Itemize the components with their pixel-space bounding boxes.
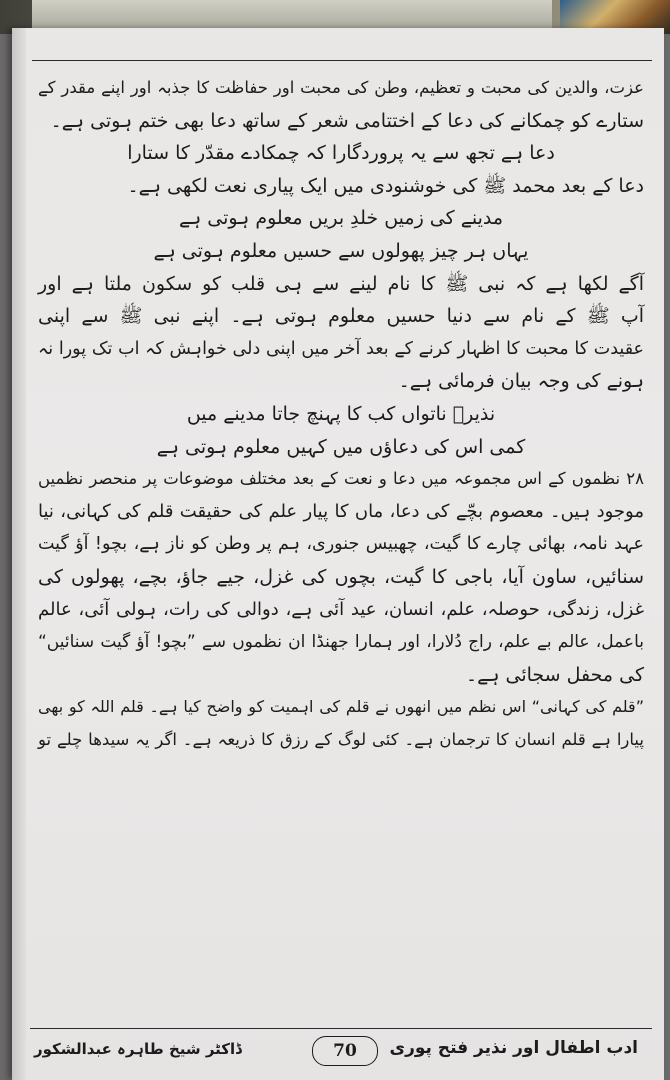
text-line: دعا کے بعد محمد ﷺ کی خوشنودی میں ایک پیاری نعت لکھی ہے۔ xyxy=(127,174,644,197)
text-line: ۲۸ نظموں کے اس مجموعہ میں دعا و نعت کے بعد مختلف موضوعات پر منحصر نظمیں xyxy=(38,469,644,489)
text-line: پیارا ہے قلم انسان کا ترجمان ہے۔ کئی لوگ کے رزق کا ذریعہ ہے۔ اگر یہ سیدھا چلے تو xyxy=(38,729,644,749)
footer-book-title: ادب اطفال اور نذیر فتح پوری xyxy=(389,1038,638,1058)
text-line: کی محفل سجائی ہے۔ xyxy=(466,663,644,686)
text-line: موجود ہیں۔ معصوم بچّے کی دعا، ماں کا پیار علم کی حقیقت قلم کی کہانی، نیا xyxy=(38,500,644,522)
page-body-text xyxy=(38,72,644,756)
text-line: عقیدت کا محبت کا اظہار کرنے کے بعد آخر میں اپنی دلی خواہش کہ اب تک پورا نہ xyxy=(38,338,644,359)
text-line: ستارے کو چمکانے کی دعا کے اختتامی شعر کے ساتھ دعا بھی ختم ہوتی ہے۔ xyxy=(50,109,644,132)
text-line: عزت، والدین کی محبت و تعظیم، وطن کی محبت اور حفاظت کا جذبہ اور اپنے مقدر کے xyxy=(38,78,644,97)
verse-line: مدینے کی زمیں خلدِ بریں معلوم ہوتی ہے xyxy=(178,207,504,230)
text-line: ”قلم کی کہانی“ اس نظم میں انھوں نے قلم کی اہمیت کو واضح کیا ہے۔ قلم اللہ کو بھی xyxy=(38,697,644,717)
text-line: آپ ﷺ کے نام سے دنیا حسیں معلوم ہوتی ہے۔ اپنے نبی ﷺ سے اپنی xyxy=(38,305,644,328)
book-page xyxy=(12,28,664,1080)
text-line: ہونے کی وجہ بیان فرمائی ہے۔ xyxy=(398,370,644,393)
verse-line: دعا ہے تجھ سے یہ پروردگارا کہ چمکادے مقدّر کا ستارا xyxy=(127,142,555,165)
text-line: غزل، زندگی، حوصلہ، علم، انسان، عید آئی ہے، دوالی کی رات، ہولی آئی، عالم xyxy=(38,598,644,620)
text-line: سنائیں، ساون آیا، باجی کا گیت، بچوں کی غزل، جیے جاؤ، بچے، پھولوں کی xyxy=(38,565,644,588)
header-rule xyxy=(32,60,652,61)
footer-rule xyxy=(30,1028,652,1029)
verse-line: نذیرؔ ناتواں کب کا پہنچ جاتا مدینے میں xyxy=(186,402,496,425)
page-number: 70 xyxy=(312,1036,378,1066)
text-line: آگے لکھا ہے کہ نبی ﷺ کا نام لینے سے ہی قلب کو سکون ملتا ہے اور xyxy=(38,272,644,295)
page-binding-edge xyxy=(12,28,26,1080)
text-line: عہد نامہ، بھائی چارے کا گیت، چھبیس جنوری، ہم پر وطن کو ناز ہے، بچو! آؤ گیت xyxy=(38,534,644,555)
verse-line: کمی اس کی دعاؤں میں کہیں معلوم ہوتی ہے xyxy=(156,435,526,458)
footer-author: ڈاکٹر شیخ طاہرہ عبدالشکور xyxy=(34,1040,242,1058)
verse-line: یہاں ہر چیز پھولوں سے حسیں معلوم ہوتی ہے xyxy=(153,239,529,262)
text-line: باعمل، عالم بے علم، راج دُلارا، اور ہمارا جھنڈا ان نظموں سے ”بچو! آؤ گیت سنائیں“ xyxy=(38,632,644,653)
page-footer xyxy=(30,1034,652,1070)
